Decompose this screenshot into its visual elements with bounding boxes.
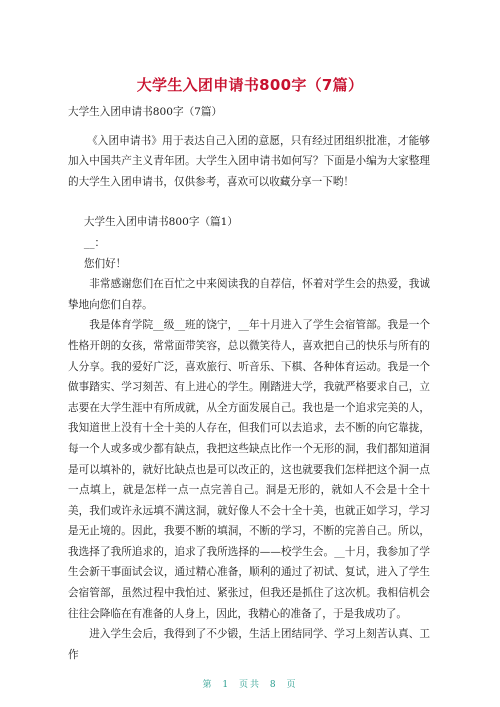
paragraph-3: 进入学生会后，我得到了不少锻，生活上团结同学、学习上刻苦认真、工作 <box>68 628 430 661</box>
intro-paragraph: 《入团申请书》用于表达自己入团的意愿，只有经过团组织批准，才能够加入中国共产主义青年团。大学生入团申请书如何写？下面是小编为大家整理的大学生入团申请书，仅供参考，喜欢可以收藏分享一下哟！ <box>68 134 430 188</box>
salutation-blank: __： <box>83 236 106 249</box>
document-body <box>68 102 430 665</box>
document-subtitle: 大学生入团申请书800字（7篇） <box>68 106 223 118</box>
footer-total-pages: 8 <box>269 680 278 690</box>
footer-label-end: 页 <box>286 680 298 690</box>
footer-label-of: 页共 <box>238 680 261 690</box>
footer-current-page: 1 <box>222 680 231 690</box>
page-footer <box>0 677 500 690</box>
paragraph-1: 非常感谢您们在百忙之中来阅读我的自荐信，怀着对学生会的热爱，我诚挚地向您们自荐。 <box>68 278 430 311</box>
footer-label-page: 第 <box>202 680 214 690</box>
section-title: 大学生入团申请书800字（篇1） <box>83 216 238 229</box>
greeting: 您们好！ <box>83 257 127 270</box>
paragraph-2: 我是体育学院__级__班的饶宁，__年十月进入了学生会宿管部。我是一个性格开朗的女孩，常常面带笑容，总以微笑待人，喜欢把自己的快乐与所有的人分享。我的爱好广泛，喜欢旅行、听音乐、下棋、各种体育运动。我是一个做事踏实、学习刻苦、有上进心的学生。刚踏进大学，我就严格要求自己，立志要在大学生涯中有所成就，从全方面发展自己。我也是一个追求完美的人，我知道世上没有十全十美的人存在，但我们可以去追求，去不断的向它靠拢，每一个人或多或少都有缺点，我把这些缺点比作一个无形的洞，我们都知道洞是可以填补的，就好比缺点也是可以改正的，这也就要我们怎样把这个洞一点一点填上，就是怎样一点一点完善自己。洞是无形的，就如人不会是十全十美，我们或许永远填不满这洞，就好像人不会十全十美，也就正如学习，学习是无止境的。因此，我要不断的填洞，不断的学习，不断的完善自己。所以，我选择了我所追求的，追求了我所选择的——校学生会。__十月，我参加了学生会新干事面试会议，通过精心准备，顺利的通过了初试、复试，进入了学生会宿管部，虽然过程中我怕过、紧张过，但我还是抓住了这次机。我相信机会往往会降临在有准备的人身上，因此，我精心的准备了，于是我成功了。 <box>68 319 430 620</box>
document-title: 大学生入团申请书800字（7篇） <box>136 76 364 94</box>
